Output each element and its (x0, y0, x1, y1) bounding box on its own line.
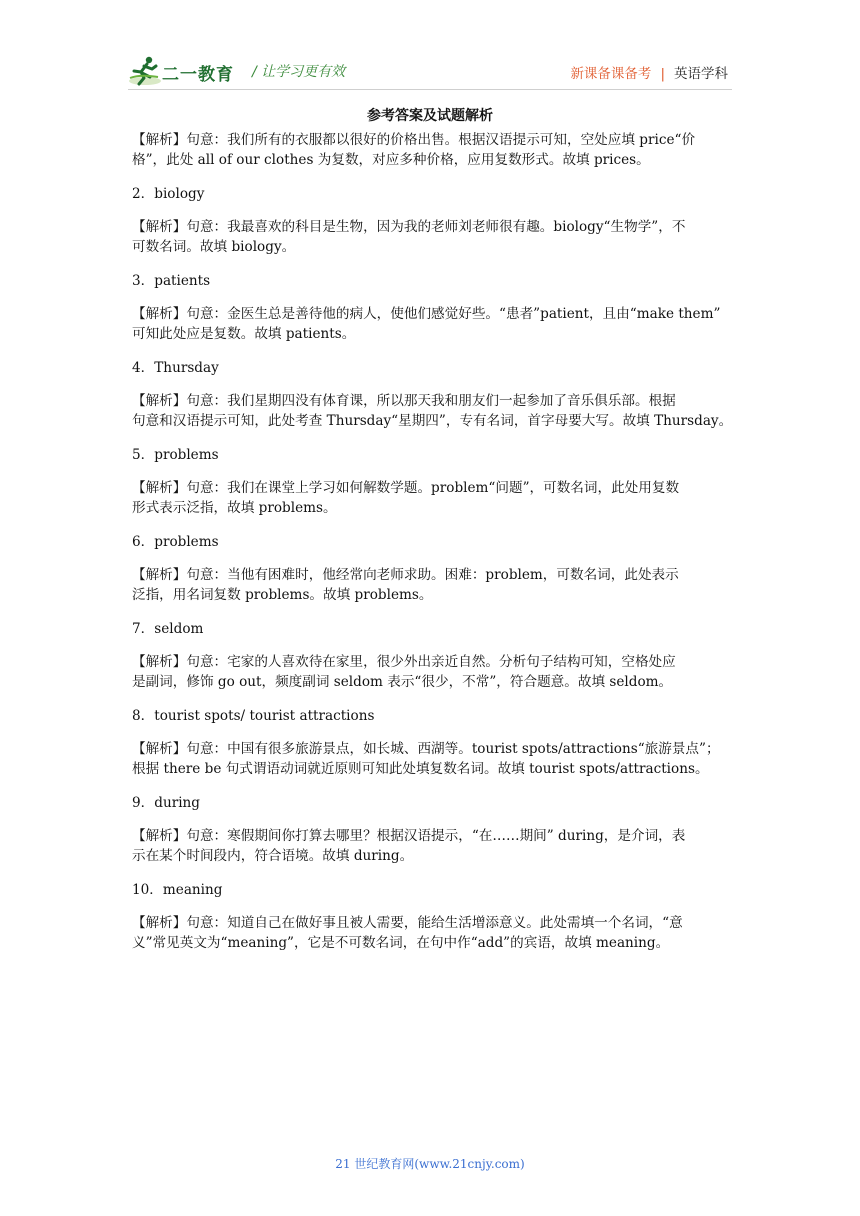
explanation-line: 【解析】句意：我们所有的衣服都以很好的价格出售。根据汉语提示可知，空处应填 price“价 (132, 132, 696, 148)
answer-explanation (132, 826, 732, 866)
explanation-line: 义”常见英文为“meaning”，它是不可数名词，在句中作“add”的宾语，故填 meaning。 (132, 935, 670, 951)
answer-item: 9．during (132, 795, 201, 811)
explanation-line: 根据 there be 句式谓语动词就近原则可知此处填复数名词。故填 tourist spots/attractions。 (132, 761, 709, 777)
page-header (128, 52, 728, 92)
explanation-line: 可知此处应是复数。故填 patients。 (132, 326, 356, 342)
header-course-info (570, 62, 728, 82)
explanation-line: 句意和汉语提示可知，此处考查 Thursday“星期四”，专有名词，首字母要大写。故填 Thursday。 (132, 413, 732, 429)
explanation-line: 【解析】句意：金医生总是善待他的病人，使他们感觉好些。“患者”patient，且由“make them” (132, 306, 721, 322)
answer-item: 6．problems (132, 534, 219, 550)
header-divider (128, 89, 732, 90)
answer-explanation (132, 391, 732, 431)
answer-item: 3．patients (132, 273, 211, 289)
runner-logo-icon (128, 54, 162, 88)
slogan: / 让学习更有效 (252, 64, 346, 80)
explanation-line: 是副词，修饰 go out，频度副词 seldom 表示“很少，不常”，符合题意。故填 seldom。 (132, 674, 673, 690)
course-label: 新课备课备考 (570, 66, 652, 82)
explanation-line: 泛指，用名词复数 problems。故填 problems。 (132, 587, 433, 603)
explanation-line: 形式表示泛指，故填 problems。 (132, 500, 337, 516)
page-footer: 21 世纪教育网(www.21cnjy.com) (335, 1157, 525, 1171)
answer-item: 8．tourist spots/ tourist attractions (132, 708, 375, 724)
logo-text: 二一教育 (162, 65, 234, 85)
explanation-line: 【解析】句意：宅家的人喜欢待在家里，很少外出亲近自然。分析句子结构可知，空格处应 (132, 654, 676, 670)
explanation-line: 格”，此处 all of our clothes 为复数，对应多种价格，应用复数形式。故填 prices。 (132, 152, 650, 168)
intro-explanation (132, 130, 732, 170)
subject-label: 英语学科 (674, 66, 728, 82)
page-title: 参考答案及试题解析 (367, 108, 493, 124)
answer-explanation (132, 217, 732, 257)
answer-explanation (132, 739, 732, 779)
answer-item: 4．Thursday (132, 360, 219, 376)
explanation-line: 示在某个时间段内，符合语境。故填 during。 (132, 848, 414, 864)
answer-explanation (132, 652, 732, 692)
answer-item: 7．seldom (132, 621, 204, 637)
answer-item: 2．biology (132, 186, 205, 202)
explanation-line: 可数名词。故填 biology。 (132, 239, 296, 255)
explanation-line: 【解析】句意：我们星期四没有体育课，所以那天我和朋友们一起参加了音乐俱乐部。根据 (132, 393, 676, 409)
explanation-line: 【解析】句意：当他有困难时，他经常向老师求助。困难：problem，可数名词，此处表示 (132, 567, 679, 583)
header-separator: | (660, 66, 665, 82)
answer-list (132, 184, 732, 953)
answer-content (132, 130, 732, 966)
explanation-line: 【解析】句意：寒假期间你打算去哪里？根据汉语提示，“在……期间” during，是介词，表 (132, 828, 686, 844)
explanation-line: 【解析】句意：知道自己在做好事且被人需要，能给生活增添意义。此处需填一个名词，“意 (132, 915, 683, 931)
answer-item: 10．meaning (132, 882, 223, 898)
answer-explanation (132, 478, 732, 518)
explanation-line: 【解析】句意：我最喜欢的科目是生物，因为我的老师刘老师很有趣。biology“生物学”，不 (132, 219, 686, 235)
answer-explanation (132, 304, 732, 344)
answer-item: 5．problems (132, 447, 219, 463)
brand-logo (128, 54, 246, 88)
explanation-line: 【解析】句意：中国有很多旅游景点，如长城、西湖等。tourist spots/attractions“旅游景点”； (132, 741, 720, 757)
explanation-line: 【解析】句意：我们在课堂上学习如何解数学题。problem“问题”，可数名词，此处用复数 (132, 480, 680, 496)
answer-explanation (132, 913, 732, 953)
answer-explanation (132, 565, 732, 605)
